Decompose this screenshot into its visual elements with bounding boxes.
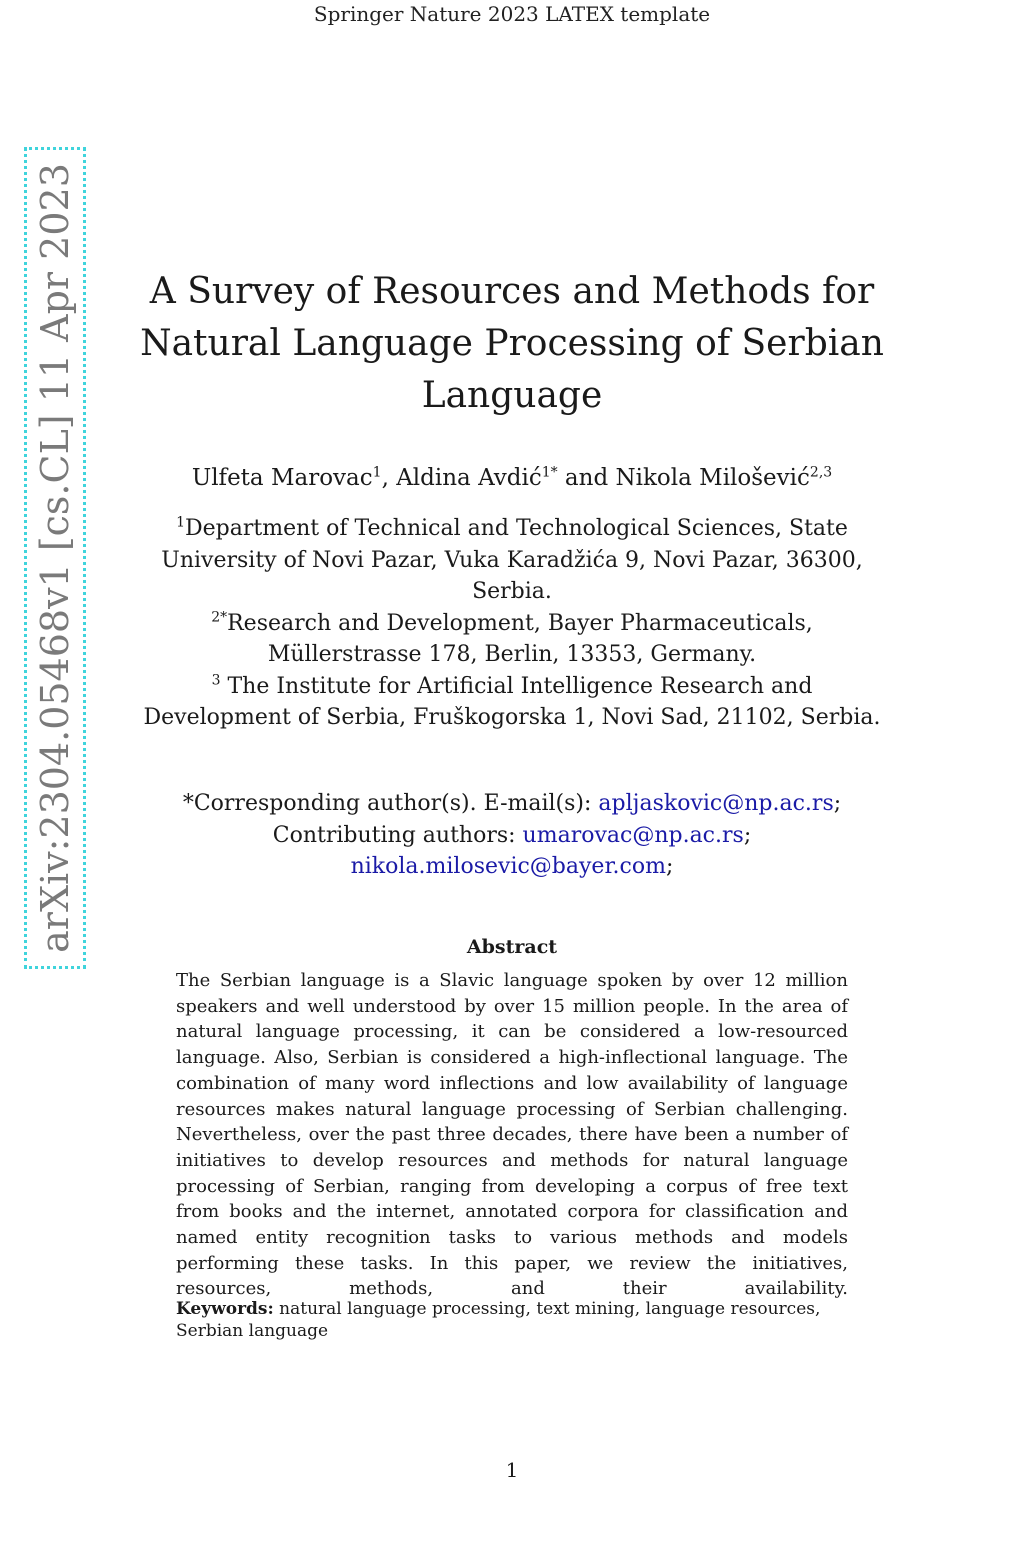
correspondence bbox=[140, 788, 884, 883]
author-list bbox=[120, 461, 904, 495]
affil-mark: 1 bbox=[176, 514, 186, 531]
affil-line: Research and Development, Bayer Pharmaceuticals, bbox=[227, 610, 813, 636]
author-separator: , bbox=[381, 465, 397, 491]
affil-line: Department of Technical and Technological Sciences, State bbox=[185, 516, 848, 541]
affil-line: The Institute for Artificial Intelligence Research and bbox=[220, 673, 813, 699]
paper-title bbox=[140, 266, 884, 422]
affil-line: Serbia. bbox=[472, 579, 552, 604]
author-name: Ulfeta Marovac bbox=[191, 465, 373, 491]
affil-line: University of Novi Pazar, Vuka Karadžića 9, Novi Pazar, 36300, bbox=[161, 547, 863, 573]
corresponding-email-link[interactable]: apljaskovic@np.ac.rs bbox=[598, 791, 834, 816]
email-separator: ; bbox=[743, 822, 752, 848]
email-separator: ; bbox=[665, 854, 674, 879]
affil-line: Development of Serbia, Fruškogorska 1, Novi Sad, 21102, Serbia. bbox=[143, 705, 881, 730]
author-affil-mark: 1 bbox=[372, 464, 382, 481]
affil-mark: 2* bbox=[211, 609, 228, 626]
contributing-email-link[interactable]: umarovac@np.ac.rs bbox=[522, 822, 744, 848]
abstract-text: The Serbian language is a Slavic language spoken by over 12 million speakers and well understood by over 15 million people. In the area of natural language processing, it can be considered a low-resourced language. Also, Serbian is considered a high-inflectional language. The combination of many word inflections and low availability of language resources makes natural language processing of Serbian challenging. Nevertheless, over the past three decades, there have been a number of initiatives to develop resources and methods for natural language processing of Serbian, ranging from developing a corpus of free text from books and the internet, annotated corpora for classification and named entity recognition tasks to various methods and models performing these tasks. In this paper, we review the initiatives, resources, methods, and their availability. bbox=[176, 970, 848, 1300]
running-head: Springer Nature 2023 LATEX template bbox=[313, 2, 711, 26]
keywords-text: natural language processing, text mining, language resources, Serbian language bbox=[176, 1299, 826, 1341]
page-number: 1 bbox=[505, 1458, 519, 1482]
affiliation-2 bbox=[140, 608, 884, 671]
author-name: Aldina Avdić bbox=[396, 465, 542, 491]
abstract-heading: Abstract bbox=[466, 936, 558, 958]
title-line: A Survey of Resources and Methods for bbox=[149, 271, 875, 312]
corresponding-label: *Corresponding author(s). E-mail(s): bbox=[182, 791, 599, 816]
affil-line: Müllerstrasse 178, Berlin, 13353, Germany. bbox=[267, 642, 757, 667]
affiliation-1 bbox=[140, 513, 884, 608]
author-affil-mark: 1* bbox=[541, 464, 558, 481]
author-affil-mark: 2,3 bbox=[809, 464, 833, 481]
arxiv-stamp: arXiv:2304.05468v1 [cs.CL] 11 Apr 2023 bbox=[33, 163, 77, 953]
keywords bbox=[176, 1298, 848, 1342]
author-name: Nikola Milošević bbox=[615, 465, 810, 491]
author-separator: and bbox=[557, 465, 616, 491]
affiliations bbox=[140, 513, 884, 734]
title-line: Natural Language Processing of Serbian bbox=[140, 323, 884, 364]
email-separator: ; bbox=[833, 791, 842, 816]
contributing-email-link[interactable]: nikola.milosevic@bayer.com bbox=[350, 854, 666, 879]
affiliation-3 bbox=[140, 671, 884, 734]
keywords-label: Keywords: bbox=[176, 1299, 274, 1319]
title-line: Language bbox=[421, 375, 603, 416]
affil-mark: 3 bbox=[211, 672, 221, 689]
contributing-label: Contributing authors: bbox=[272, 822, 523, 848]
